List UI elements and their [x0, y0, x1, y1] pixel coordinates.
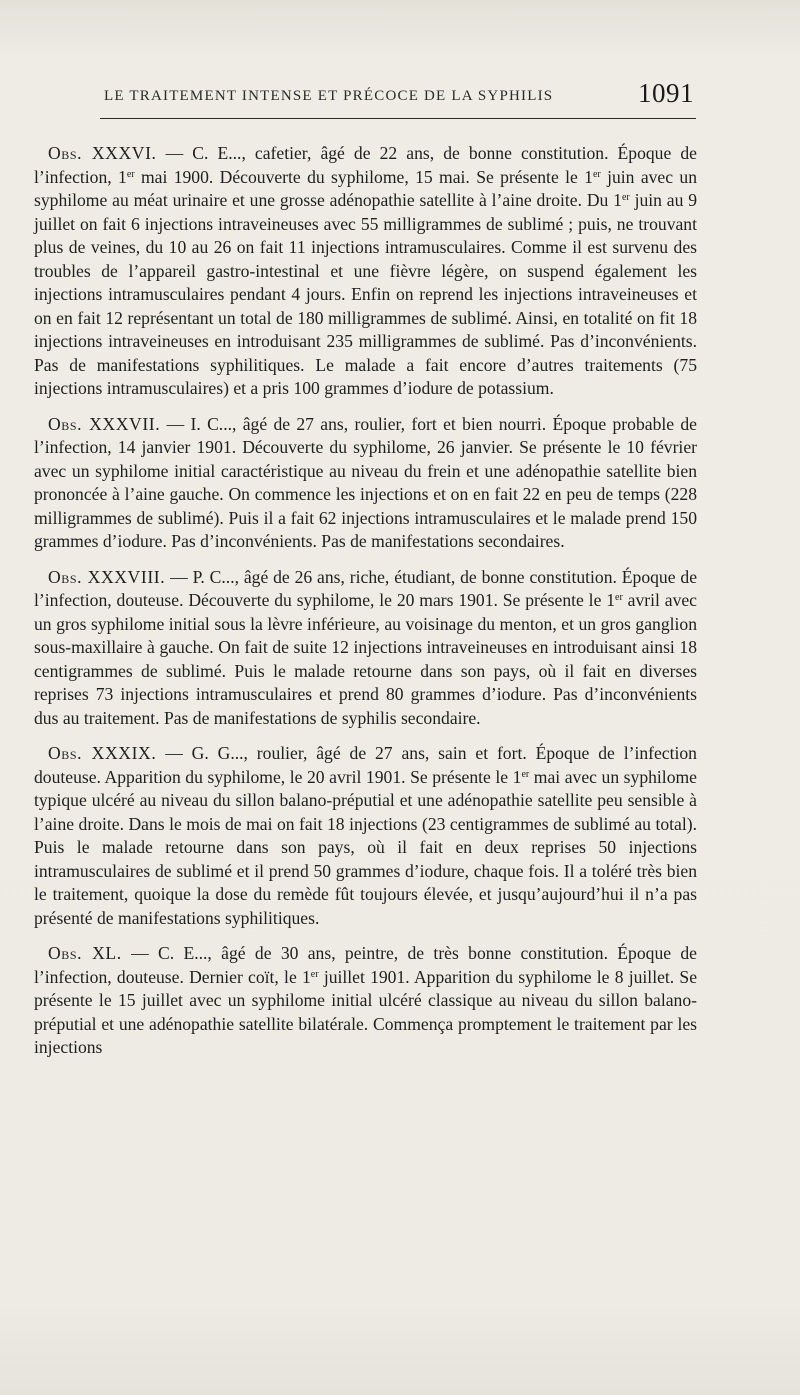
observation-38 [34, 566, 697, 731]
observation-text: juillet 1901. Apparition du syphilome le 8 juillet. Se présente le 15 juillet avec un syphilome initial ulcéré classique au niveau du sillon balano-préputial et une adénopathie satellite bilatérale. Commença promptement le traitement par les injections [34, 966, 698, 1057]
header-rule [100, 118, 696, 119]
page-number: 1091 [638, 78, 694, 108]
observation-40 [34, 942, 697, 1060]
ordinal-suffix: er [126, 168, 135, 180]
observation-text: — C. E..., âgé de 30 ans, peintre, de très bonne constitution. Époque de l’infection, douteuse. Dernier coït, le 1 [34, 943, 697, 987]
observation-text: avril avec un gros syphilome initial sous la lèvre inférieure, au voisinage du menton, et un gros ganglion sous-maxillaire à gauche. On fait de suite 12 injections intraveineuses en introduisant ainsi 18 centigrammes de sublimé. Puis le malade retourne dans son pays, où il fait en diverses reprises 73 injections intramusculaires et prend 80 grammes d’iodure. Pas d’inconvénients dus au traitement. Pas de manifestations de syphilis secondaire. [34, 590, 697, 728]
observation-36 [34, 142, 697, 401]
running-title: LE TRAITEMENT INTENSE ET PRÉCOCE DE LA SYPHILIS [104, 88, 554, 104]
ordinal-suffix: er [310, 968, 319, 980]
observation-label: Obs. XXXVII. [48, 413, 161, 434]
observation-37 [34, 413, 697, 554]
ordinal-suffix: er [592, 168, 601, 180]
observation-text: mai avec un syphilome typique ulcéré au niveau du sillon balano-préputial et une adénopathie satellite peu sensible à l’aine droite. Dans le mois de mai on fait 18 injections (23 centigrammes de sublimé au total). Puis le malade retourne dans son pays, où il fait en deux reprises 50 injections intramusculaires de sublimé et il prend 50 grammes d’iodure, chaque fois. Il a toléré très bien le traitement, quoique la dose du remède fût toujours élevée, et jusqu’aujourd’hui il n’a pas présenté de manifestations syphilitiques. [34, 766, 697, 928]
observation-label: Obs. XXXVI. [48, 143, 157, 163]
observation-text: — G. G..., roulier, âgé de 27 ans, sain et fort. Époque de l’infection douteuse. Apparition du syphilome, le 20 avril 1901. Se présente le 1 [34, 743, 697, 787]
observation-label: Obs. XXXVIII. [48, 566, 166, 587]
observation-39 [34, 742, 697, 930]
observation-text: juin au 9 juillet on fait 6 injections intraveineuses avec 55 milligrammes de sublimé ; puis, ne trouvant plus de veines, du 10 au 26 on fait 11 injections intramusculaires. Comme il est survenu des troubles de l’appareil gastro-intestinal et une fièvre légère, on suspend également les injections intramusculaires pendant 4 jours. Enfin on reprend les injections intraveineuses et on en fait 12 représentant un total de 180 milligrammes de sublimé. Ainsi, en totalité on fit 18 injections intraveineuses en introduisant 235 milligrammes de sublimé. Pas d’inconvénients. Pas de manifestations syphilitiques. Le malade a fait encore d’autres traitements (75 injections intramusculaires) et a pris 100 grammes d’iodure de potassium. [34, 190, 697, 398]
observation-text: — C. E..., cafetier, âgé de 22 ans, de bonne constitution. Époque de l’infection, 1 [34, 143, 697, 187]
running-head [104, 78, 694, 114]
observation-text: — I. C..., âgé de 27 ans, roulier, fort et bien nourri. Époque probable de l’infection, 14 janvier 1901. Découverte du syphilome, 26 janvier. Se présente le 10 février avec un syphilome initial caractéristique au niveau du frein et une adénopathie satellite bien prononcée à l’aine gauche. On commence les injections et on en fait 22 en peu de temps (228 milligrammes de sublimé). Puis il a fait 62 injections intramusculaires et le malade prend 150 grammes d’iodure. Pas d’inconvénients. Pas de manifestations secondaires. [34, 413, 697, 551]
observation-text: juin avec un syphilome au méat urinaire et une grosse adénopathie satellite à l’aine droite. Du 1 [34, 166, 698, 210]
observation-text: — P. C..., âgé de 26 ans, riche, étudiant, de bonne constitution. Époque de l’infection, douteuse. Découverte du syphilome, le 20 mars 1901. Se présente le 1 [34, 566, 697, 610]
ordinal-suffix: er [521, 768, 530, 780]
ordinal-suffix: er [615, 592, 623, 603]
body-text [34, 142, 697, 1072]
observation-label: Obs. XXXIX. [48, 743, 157, 763]
observation-label: Obs. XL. [48, 943, 122, 963]
observation-text: mai 1900. Découverte du syphilome, 15 mai. Se présente le 1 [134, 166, 593, 187]
ordinal-suffix: er [621, 192, 630, 203]
